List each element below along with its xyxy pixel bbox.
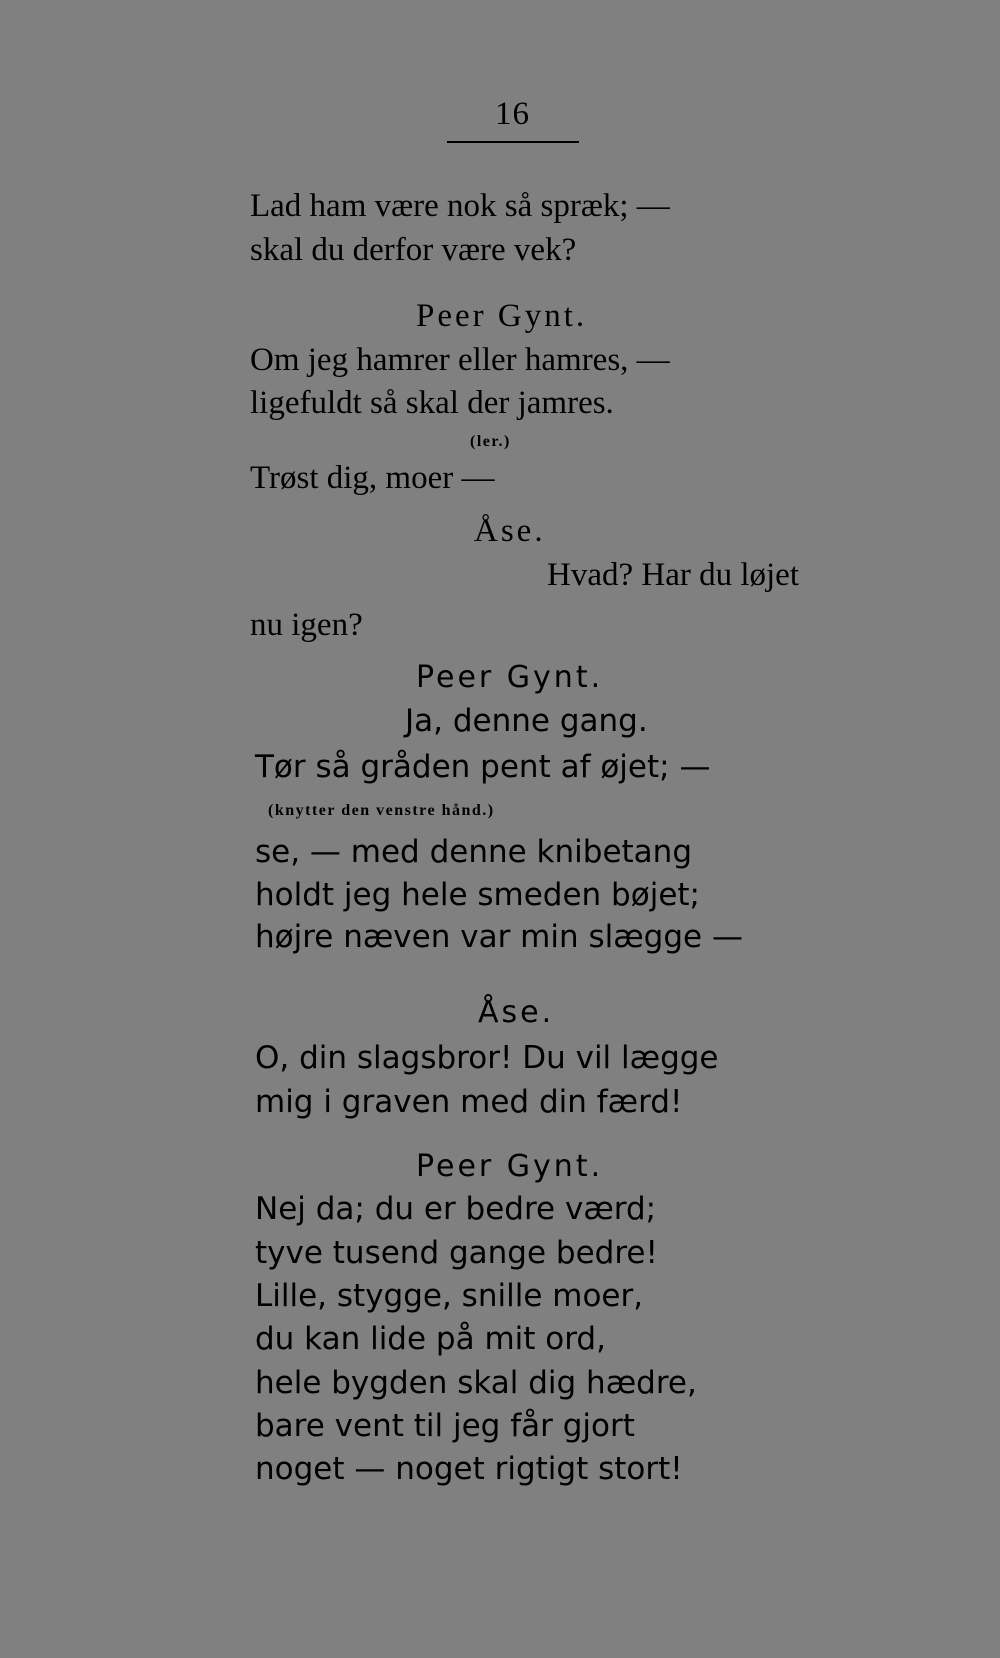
verse-line: Om jeg hamrer eller hamres, — xyxy=(250,342,670,378)
verse-line: bare vent til jeg får gjort xyxy=(255,1408,635,1444)
verse-line: O, din slagsbror! Du vil lægge xyxy=(255,1040,719,1076)
speaker-name: Peer Gynt. xyxy=(416,1149,604,1184)
verse-line: skal du derfor være vek? xyxy=(250,232,577,268)
page-number: 16 xyxy=(495,96,530,132)
verse-line: Hvad? Har du løjet xyxy=(547,557,799,593)
verse-line: Trøst dig, moer — xyxy=(250,460,495,496)
speaker-name: Peer Gynt. xyxy=(416,660,604,695)
verse-line: noget — noget rigtigt stort! xyxy=(255,1451,683,1487)
verse-line: du kan lide på mit ord, xyxy=(255,1321,606,1357)
verse-line: se, — med denne knibetang xyxy=(255,834,692,870)
verse-line: nu igen? xyxy=(250,607,363,643)
verse-line: Lad ham være nok så spræk; — xyxy=(250,188,670,224)
verse-line: Lille, stygge, snille moer, xyxy=(255,1278,644,1314)
speaker-name: Peer Gynt. xyxy=(416,298,588,334)
verse-line: tyve tusend gange bedre! xyxy=(255,1235,658,1271)
verse-line: mig i graven med din færd! xyxy=(255,1084,683,1120)
stage-direction: (ler.) xyxy=(470,433,511,450)
verse-line: højre næven var min slægge — xyxy=(255,919,743,955)
verse-line: ligefuldt så skal der jamres. xyxy=(250,385,614,421)
verse-line: Ja, denne gang. xyxy=(405,703,648,739)
speaker-name: Åse. xyxy=(474,513,546,549)
header-rule xyxy=(447,141,579,143)
verse-line: holdt jeg hele smeden bøjet; xyxy=(255,877,700,913)
verse-line: Nej da; du er bedre værd; xyxy=(255,1191,657,1227)
stage-direction: (knytter den venstre hånd.) xyxy=(268,802,495,819)
verse-line: Tør så gråden pent af øjet; — xyxy=(255,749,711,785)
speaker-name: Åse. xyxy=(478,995,555,1030)
verse-line: hele bygden skal dig hædre, xyxy=(255,1365,697,1401)
